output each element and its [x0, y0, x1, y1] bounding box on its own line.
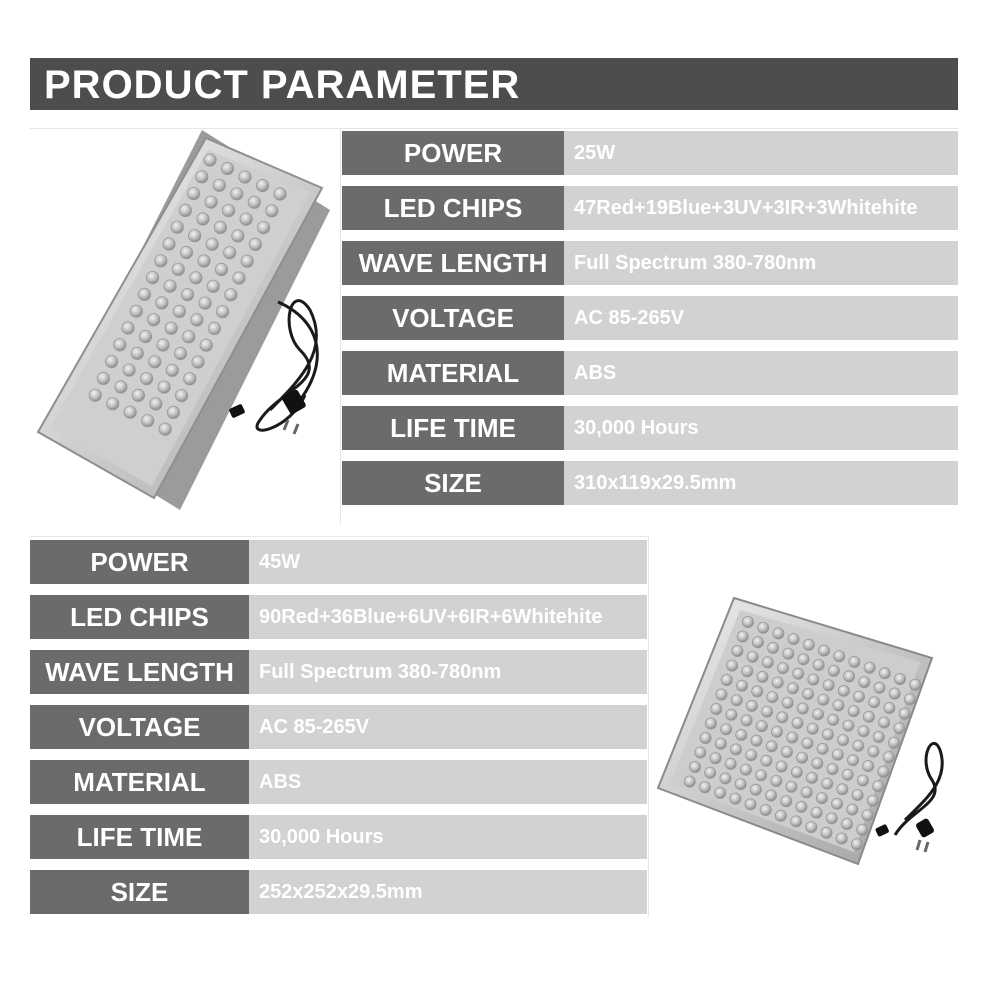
led-chip — [142, 415, 154, 427]
led-chip — [857, 824, 868, 835]
spec-value: Full Spectrum 380-780nm — [564, 241, 958, 285]
led-chip — [216, 305, 228, 317]
spec-label: VOLTAGE — [30, 705, 249, 749]
led-chip — [857, 775, 868, 786]
led-chip — [863, 760, 874, 771]
led-chip — [787, 732, 798, 743]
spec-label: SIZE — [30, 870, 249, 914]
spec-value: 45W — [249, 540, 647, 584]
led-chip — [241, 255, 253, 267]
spec-label: SIZE — [342, 461, 564, 505]
led-chip — [822, 729, 833, 740]
led-chip — [777, 663, 788, 674]
led-chip — [721, 724, 732, 735]
led-chip — [131, 347, 143, 359]
led-chip — [848, 706, 859, 717]
led-chip — [711, 703, 722, 714]
led-chip — [849, 656, 860, 667]
led-chip — [191, 314, 203, 326]
divider — [30, 536, 648, 537]
led-chip — [184, 373, 196, 385]
led-chip — [834, 651, 845, 662]
led-chip — [823, 680, 834, 691]
led-chip — [158, 381, 170, 393]
led-chip — [196, 171, 208, 183]
led-chip — [720, 773, 731, 784]
led-chip — [752, 637, 763, 648]
led-chip — [788, 634, 799, 645]
led-chip — [700, 732, 711, 743]
led-chip — [813, 659, 824, 670]
led-chip — [174, 347, 186, 359]
led-chip — [715, 787, 726, 798]
led-chip — [904, 694, 915, 705]
led-chip — [240, 213, 252, 225]
led-chip — [803, 688, 814, 699]
led-chip — [874, 682, 885, 693]
led-chip — [699, 782, 710, 793]
led-chip — [695, 747, 706, 758]
spec-value: 47Red+19Blue+3UV+3IR+3Whitehite — [564, 186, 958, 230]
led-chip — [750, 784, 761, 795]
led-chip — [853, 691, 864, 702]
led-chip — [159, 423, 171, 435]
led-chip — [715, 738, 726, 749]
led-chip — [173, 305, 185, 317]
led-chip — [741, 715, 752, 726]
page-header — [30, 58, 958, 110]
spec-value: 90Red+36Blue+6UV+6IR+6Whitehite — [249, 595, 647, 639]
led-chip — [869, 697, 880, 708]
led-chip — [868, 746, 879, 757]
led-chip — [773, 628, 784, 639]
led-chip — [207, 280, 219, 292]
led-chip — [156, 297, 168, 309]
square-grow-panel-image — [650, 590, 950, 880]
led-chip — [736, 680, 747, 691]
led-chip — [852, 789, 863, 800]
led-chip — [802, 738, 813, 749]
led-chip — [115, 381, 127, 393]
led-chip — [793, 668, 804, 679]
spec-label: POWER — [342, 131, 564, 175]
led-chip — [761, 755, 772, 766]
spec-label: WAVE LENGTH — [30, 650, 249, 694]
led-chip — [863, 711, 874, 722]
spec-label: LIFE TIME — [30, 815, 249, 859]
led-chip — [841, 818, 852, 829]
led-chip — [746, 750, 757, 761]
led-chip — [123, 364, 135, 376]
led-chip — [822, 778, 833, 789]
led-chip — [208, 322, 220, 334]
led-chip — [832, 749, 843, 760]
led-chip — [171, 221, 183, 233]
led-chip — [781, 746, 792, 757]
led-chip — [189, 230, 201, 242]
led-chip — [894, 673, 905, 684]
led-chip — [762, 706, 773, 717]
led-chip — [155, 255, 167, 267]
led-chip — [735, 779, 746, 790]
led-chip — [214, 221, 226, 233]
led-chip — [89, 389, 101, 401]
led-chip — [878, 766, 889, 777]
led-chip — [192, 356, 204, 368]
spec-value: 30,000 Hours — [564, 406, 958, 450]
led-chip — [767, 692, 778, 703]
spec-value: Full Spectrum 380-780nm — [249, 650, 647, 694]
led-chip — [731, 695, 742, 706]
led-chip — [766, 741, 777, 752]
led-chip — [742, 616, 753, 627]
led-chip — [172, 263, 184, 275]
spec-label: VOLTAGE — [342, 296, 564, 340]
led-chip — [862, 810, 873, 821]
led-chip — [833, 700, 844, 711]
led-chip — [742, 666, 753, 677]
led-chip — [200, 339, 212, 351]
led-chip — [782, 697, 793, 708]
led-chip — [146, 271, 158, 283]
led-chip — [873, 731, 884, 742]
led-chip — [175, 389, 187, 401]
led-chip — [689, 761, 700, 772]
led-chip — [765, 790, 776, 801]
led-chip — [198, 255, 210, 267]
spec-value: 30,000 Hours — [249, 815, 647, 859]
led-chip — [828, 665, 839, 676]
led-chip — [847, 755, 858, 766]
led-chip — [132, 389, 144, 401]
led-chip — [746, 700, 757, 711]
led-chip — [899, 708, 910, 719]
led-chip — [197, 213, 209, 225]
led-chip — [222, 204, 234, 216]
led-chip — [806, 822, 817, 833]
led-chip — [149, 356, 161, 368]
led-chip — [781, 796, 792, 807]
led-chip — [827, 764, 838, 775]
led-chip — [256, 179, 268, 191]
led-chip — [736, 729, 747, 740]
spec-label: LED CHIPS — [342, 186, 564, 230]
led-chip — [760, 804, 771, 815]
led-chip — [873, 781, 884, 792]
divider — [648, 536, 649, 916]
led-chip — [858, 726, 869, 737]
page-title: PRODUCT PARAMETER — [44, 63, 521, 107]
led-chip — [837, 784, 848, 795]
led-chip — [740, 764, 751, 775]
led-chip — [107, 398, 119, 410]
spec-value: AC 85-265V — [249, 705, 647, 749]
spec-label: MATERIAL — [342, 351, 564, 395]
led-chip — [233, 272, 245, 284]
led-chip — [756, 770, 767, 781]
led-chip — [791, 767, 802, 778]
led-chip — [163, 238, 175, 250]
led-chip — [206, 238, 218, 250]
led-chip — [745, 799, 756, 810]
spec-label: MATERIAL — [30, 760, 249, 804]
led-chip — [756, 721, 767, 732]
led-chip — [791, 816, 802, 827]
led-chip — [771, 726, 782, 737]
led-chip — [787, 683, 798, 694]
led-chip — [114, 339, 126, 351]
spec-label: WAVE LENGTH — [342, 241, 564, 285]
led-chip — [792, 717, 803, 728]
led-chip — [894, 723, 905, 734]
led-chip — [721, 674, 732, 685]
led-chip — [838, 735, 849, 746]
led-chip — [783, 648, 794, 659]
led-chip — [838, 685, 849, 696]
led-chip — [812, 758, 823, 769]
led-chip — [105, 355, 117, 367]
led-chip — [150, 398, 162, 410]
led-chip — [821, 827, 832, 838]
led-chip — [888, 737, 899, 748]
led-chip — [727, 660, 738, 671]
led-chip — [215, 263, 227, 275]
led-chip — [180, 246, 192, 258]
led-chip — [213, 179, 225, 191]
led-chip — [181, 288, 193, 300]
led-chip — [812, 709, 823, 720]
led-chip — [130, 305, 142, 317]
led-chip — [803, 639, 814, 650]
led-chip — [889, 688, 900, 699]
led-chip — [148, 314, 160, 326]
led-chip — [737, 631, 748, 642]
led-chip — [797, 752, 808, 763]
led-chip — [716, 689, 727, 700]
led-chip — [199, 297, 211, 309]
led-chip — [225, 289, 237, 301]
led-chip — [232, 230, 244, 242]
led-chip — [239, 171, 251, 183]
led-chip — [751, 735, 762, 746]
led-chip — [797, 703, 808, 714]
led-chip — [859, 677, 870, 688]
led-chip — [725, 758, 736, 769]
led-chip — [811, 807, 822, 818]
led-chip — [853, 740, 864, 751]
led-chip — [776, 761, 787, 772]
led-chip — [806, 772, 817, 783]
spec-value: 252x252x29.5mm — [249, 870, 647, 914]
led-chip — [183, 331, 195, 343]
led-chip — [762, 657, 773, 668]
led-chip — [726, 709, 737, 720]
spec-value: 310x119x29.5mm — [564, 461, 958, 505]
led-chip — [777, 712, 788, 723]
led-chip — [851, 839, 862, 850]
led-chip — [832, 798, 843, 809]
led-chip — [836, 833, 847, 844]
led-chip — [801, 787, 812, 798]
divider — [30, 128, 958, 129]
led-chip — [705, 718, 716, 729]
led-chip — [772, 677, 783, 688]
spec-label: POWER — [30, 540, 249, 584]
led-chip — [786, 781, 797, 792]
led-chip — [167, 406, 179, 418]
led-chip — [248, 196, 260, 208]
led-chip — [221, 162, 233, 174]
led-chip — [266, 205, 278, 217]
led-chip — [818, 645, 829, 656]
led-chip — [816, 793, 827, 804]
led-chip — [817, 743, 828, 754]
led-chip — [187, 187, 199, 199]
led-chip — [124, 406, 136, 418]
spec-value: 25W — [564, 131, 958, 175]
led-chip — [204, 154, 216, 166]
led-chip — [140, 372, 152, 384]
led-chip — [157, 339, 169, 351]
led-chip — [758, 622, 769, 633]
led-chip — [771, 775, 782, 786]
led-chip — [884, 702, 895, 713]
led-chip — [732, 645, 743, 656]
led-chip — [705, 767, 716, 778]
led-chip — [752, 686, 763, 697]
led-chip — [179, 204, 191, 216]
led-chip — [164, 280, 176, 292]
led-chip — [818, 694, 829, 705]
led-chip — [843, 720, 854, 731]
spec-value: AC 85-265V — [564, 296, 958, 340]
rectangular-grow-panel-image — [30, 130, 340, 510]
spec-label: LIFE TIME — [342, 406, 564, 450]
led-chip — [730, 744, 741, 755]
led-chip — [807, 723, 818, 734]
led-chip — [249, 238, 261, 250]
led-chip — [224, 247, 236, 259]
led-chip — [139, 330, 151, 342]
led-chip — [844, 671, 855, 682]
led-chip — [166, 364, 178, 376]
led-chip — [879, 717, 890, 728]
led-chip — [775, 810, 786, 821]
led-chip — [847, 804, 858, 815]
led-chip — [205, 196, 217, 208]
led-chip — [257, 221, 269, 233]
led-chip — [828, 714, 839, 725]
led-chip — [867, 795, 878, 806]
led-chip — [165, 322, 177, 334]
led-chip — [730, 793, 741, 804]
led-chip — [684, 776, 695, 787]
led-chip — [883, 752, 894, 763]
led-chip — [138, 288, 150, 300]
led-chip — [768, 642, 779, 653]
led-chip — [274, 188, 286, 200]
led-chip — [826, 813, 837, 824]
spec-label: LED CHIPS — [30, 595, 249, 639]
led-chip — [757, 671, 768, 682]
led-chip — [910, 679, 921, 690]
led-chip — [798, 654, 809, 665]
led-chip — [231, 188, 243, 200]
led-chip — [808, 674, 819, 685]
spec-value: ABS — [564, 351, 958, 395]
led-chip — [864, 662, 875, 673]
led-chip — [710, 753, 721, 764]
divider — [340, 128, 341, 524]
led-chip — [122, 322, 134, 334]
led-chip — [796, 801, 807, 812]
led-chip — [879, 668, 890, 679]
led-chip — [190, 272, 202, 284]
led-chip — [842, 769, 853, 780]
led-chip — [747, 651, 758, 662]
spec-value: ABS — [249, 760, 647, 804]
led-chip — [97, 372, 109, 384]
